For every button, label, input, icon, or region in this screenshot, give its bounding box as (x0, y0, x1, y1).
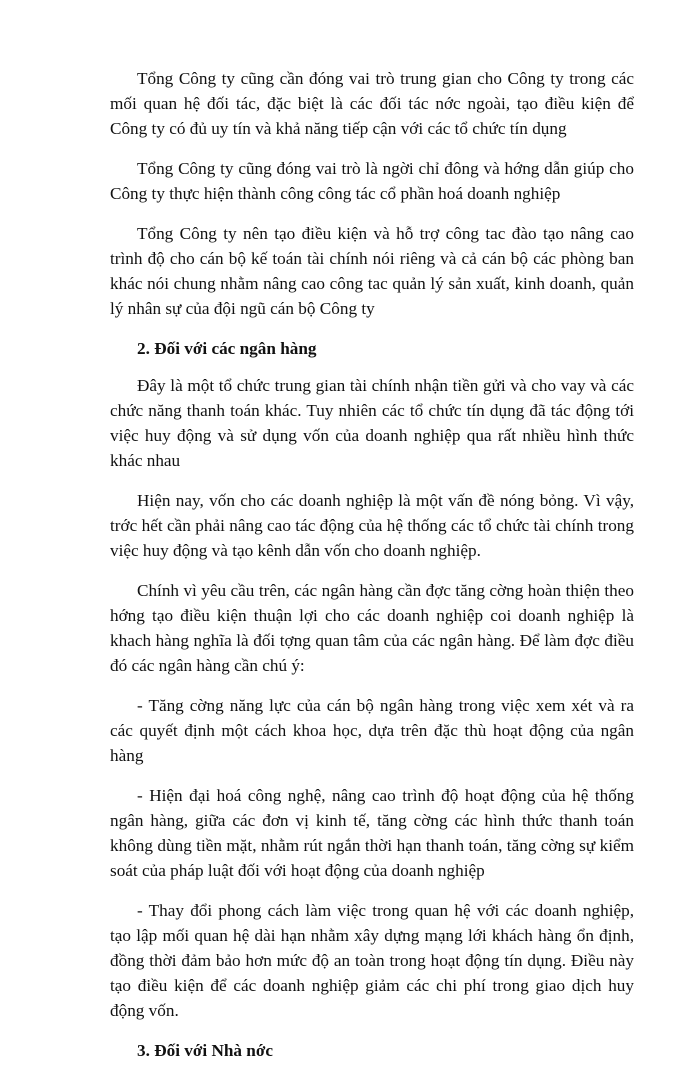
paragraph: Đây là một tổ chức trung gian tài chính nhận tiền gửi và cho vay và các chức năng thanh toán khác. Tuy nhiên các tổ chức tín dụng đã tác động tới việc huy động và sử dụng vốn của doanh nghiệp qua rất nhiều hình thức khác nhau (110, 376, 634, 470)
paragraph: Chính vì yêu cầu trên, các ngân hàng cần đợc tăng cờng hoàn thiện theo hớng tạo điều kiện thuận lợi cho các doanh nghiệp coi doanh nghiệp là khach hàng nghĩa là đối tợng quan tâm của các ngân hàng. Để làm đợc điều đó các ngân hàng cần chú ý: (110, 581, 634, 675)
section-heading-banks: 2. Đối với các ngân hàng (137, 339, 317, 358)
paragraph: Tổng Công ty cũng đóng vai trò là ngời chỉ đông và hớng dẫn giúp cho Công ty thực hiện thành công công tác cổ phần hoá doanh nghiệp (110, 159, 634, 203)
document-body (110, 66, 634, 1075)
list-item: - Tăng cờng năng lực của cán bộ ngân hàng trong việc xem xét và ra các quyết định một cách khoa học, dựa trên đặc thù hoạt động của ngân hàng (110, 696, 634, 765)
paragraph: Tổng Công ty cũng cần đóng vai trò trung gian cho Công ty trong các mối quan hệ đối tác, đặc biệt là các đối tác nớc ngoài, tạo điều kiện để Công ty có đủ uy tín và khả năng tiếp cận với các tổ chức tín dụng (110, 69, 634, 138)
list-item: - Hiện đại hoá công nghệ, nâng cao trình độ hoạt động của hệ thống ngân hàng, giữa các đơn vị kinh tế, tăng cờng các hình thức thanh toán không dùng tiền mặt, nhằm rút ngắn thời hạn thanh toán, tăng cờng sự kiểm soát của pháp luật đối với hoạt động của doanh nghiệp (110, 786, 634, 880)
paragraph: Tổng Công ty nên tạo điều kiện và hỗ trợ công tac đào tạo nâng cao trình độ cho cán bộ kế toán tài chính nói riêng và cả cán bộ các phòng ban khác nói chung nhằm nâng cao công tac quản lý sản xuất, kinh doanh, quản lý nhân sự của đội ngũ cán bộ Công ty (110, 224, 634, 318)
paragraph: Hiện nay, vốn cho các doanh nghiệp là một vấn đề nóng bỏng. Vì vậy, trớc hết cần phải nâng cao tác động của hệ thống các tổ chức tài chính trong việc huy động và tạo kênh dẫn vốn cho doanh nghiệp. (110, 491, 634, 560)
list-item: - Thay đổi phong cách làm việc trong quan hệ với các doanh nghiệp, tạo lập mối quan hệ dài hạn nhằm xây dựng mạng lới khách hàng ổn định, đồng thời đảm bảo hơn mức độ an toàn trong hoạt động tín dụng. Điều này tạo điều kiện để các doanh nghiệp giảm các chi phí trong giao dịch huy động vốn. (110, 901, 634, 1020)
section-heading-state: 3. Đối với Nhà nớc (137, 1041, 274, 1060)
